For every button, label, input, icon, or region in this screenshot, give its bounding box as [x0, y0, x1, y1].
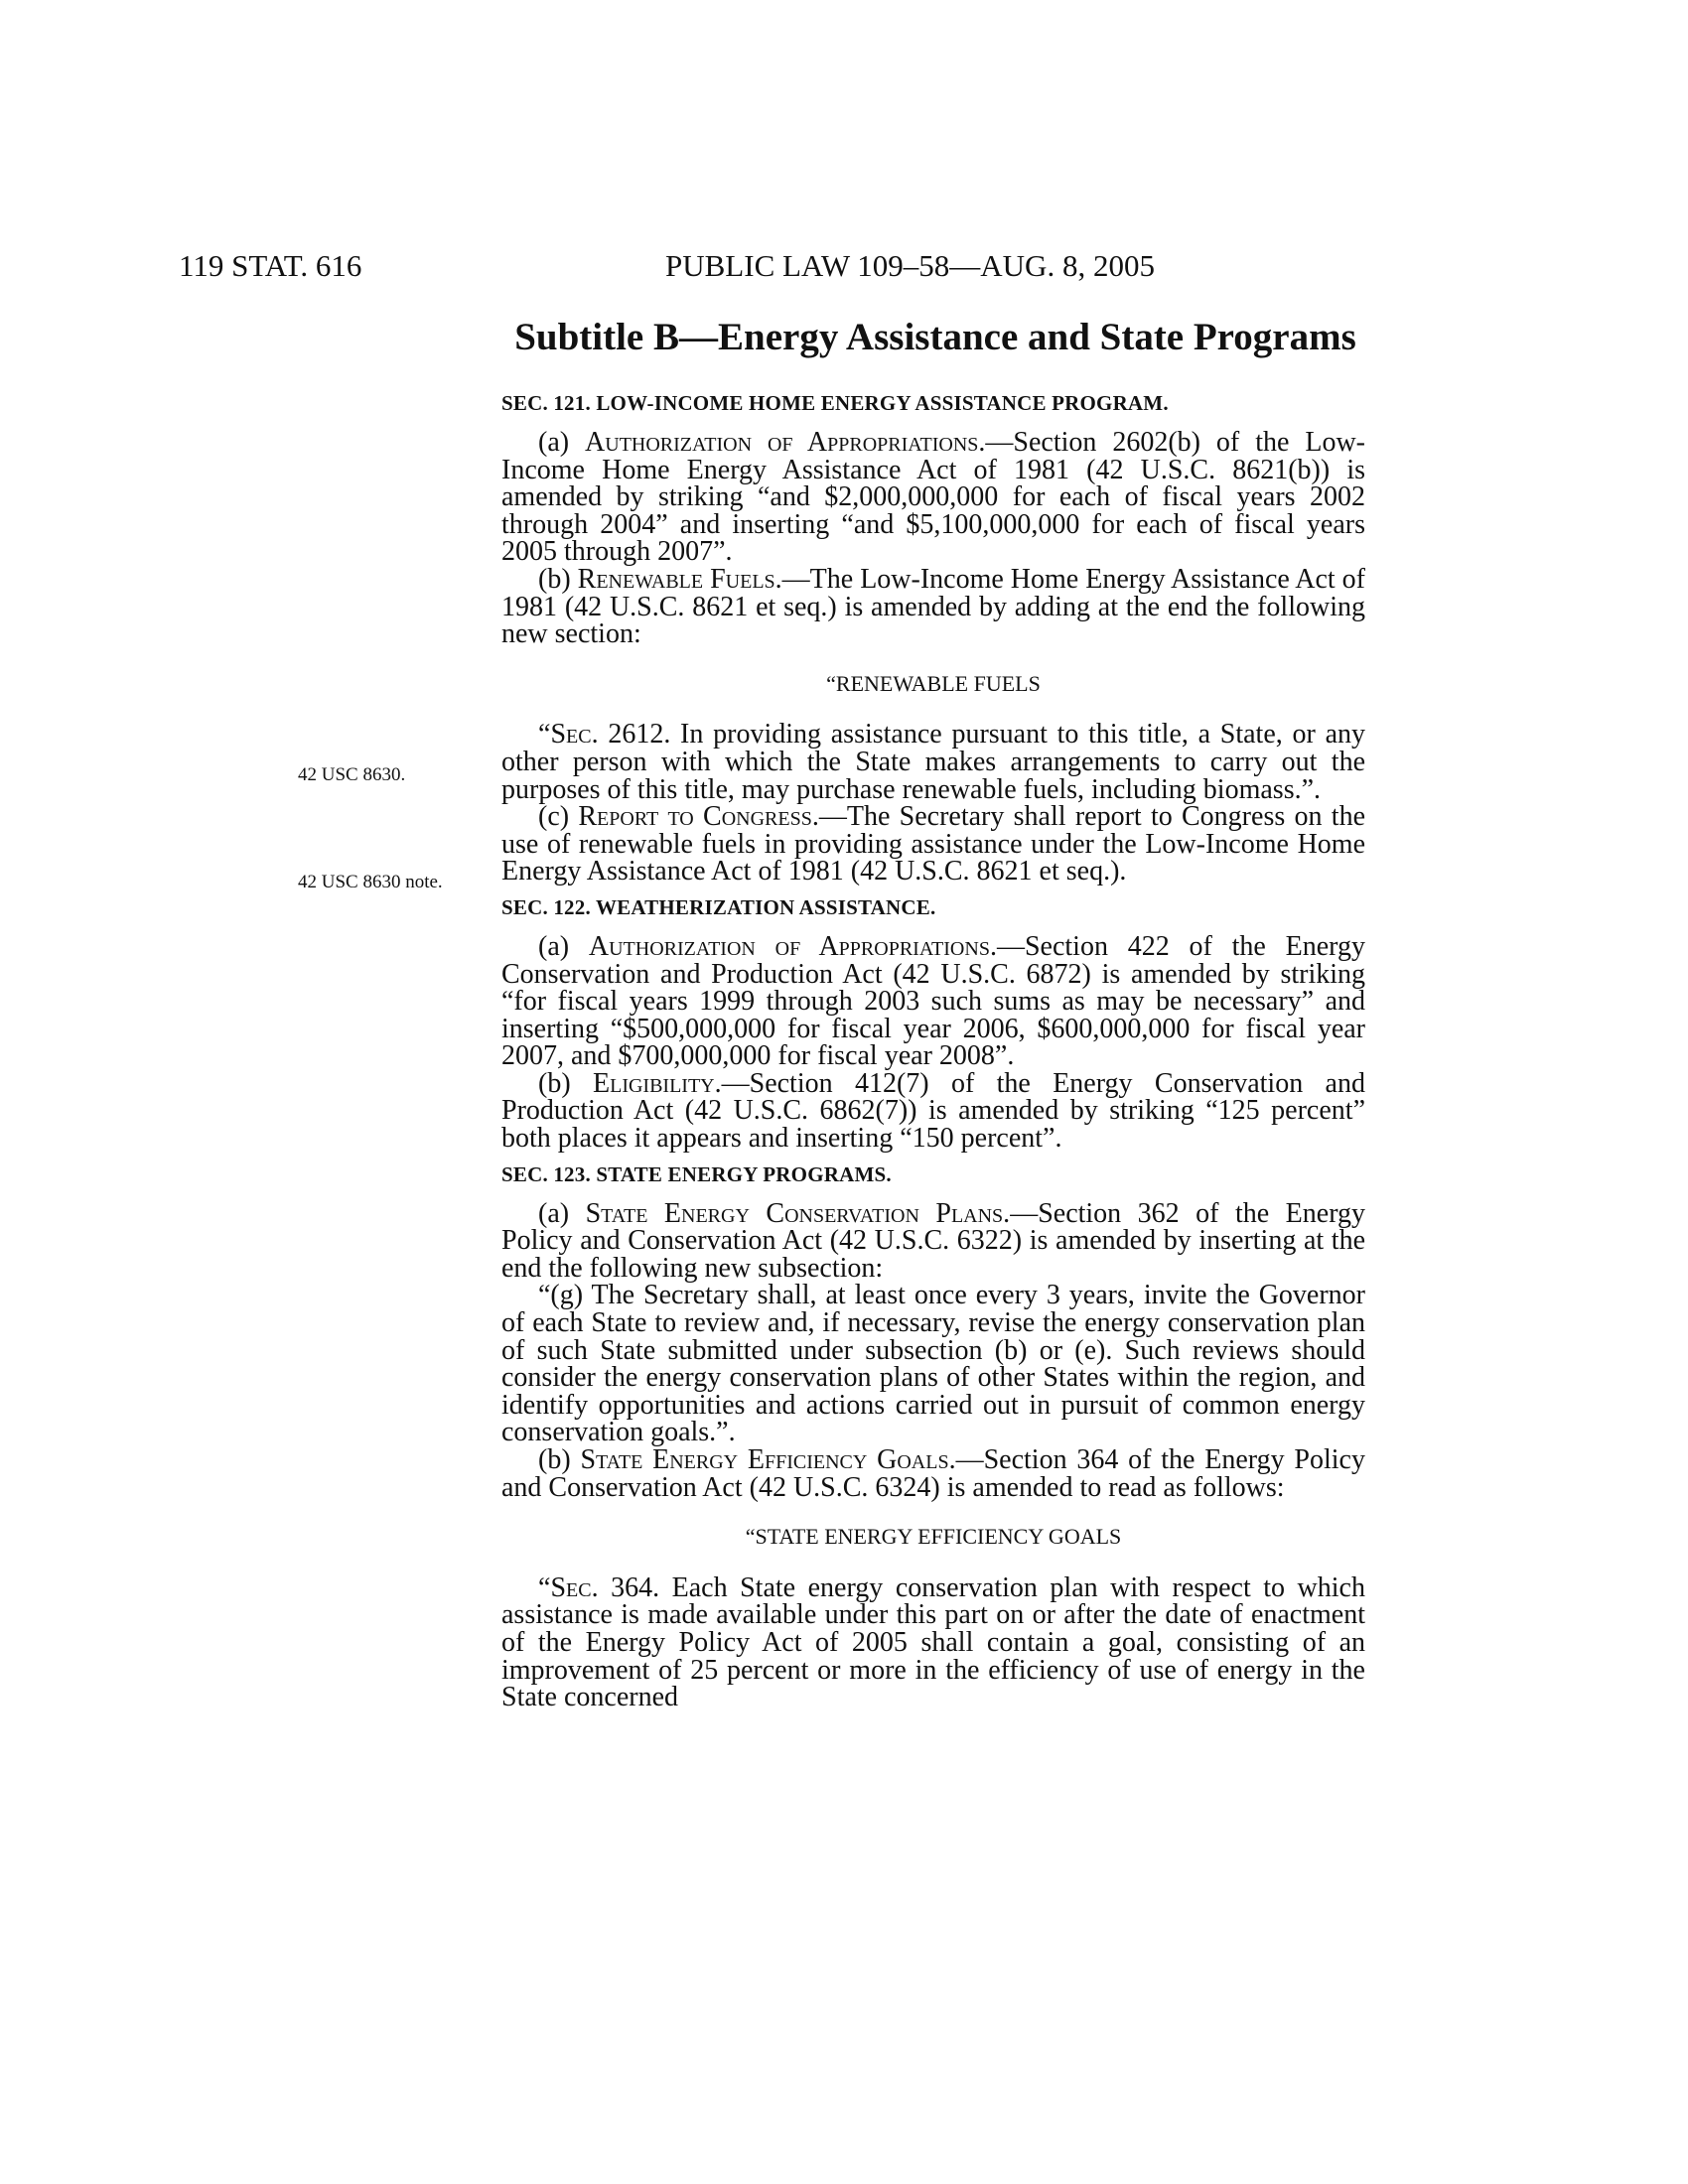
sec-122-a: (a) Authorization of Appropriations.—Section 422 of the Energy Conservation and Production Act (42 U.S.C. 6872) is amended by striking “for fiscal years 1999 through 2003 such sums as may be necessary” and inserting “$500,000,000 for fiscal year 2006, $600,000,000 for fiscal year 2007, and $700,000,000 for fiscal year 2008”.: [501, 930, 1365, 1072]
efficiency-goals-heading: “STATE ENERGY EFFICIENCY GOALS: [745, 1524, 1122, 1550]
main-text-column: [501, 316, 1365, 1711]
renewable-fuels-heading: “RENEWABLE FUELS: [826, 670, 1041, 696]
sec-364-text: “Sec. 364. Each State energy conservation plan with respect to which assistance is made available under this part on or after the date of enactment of the Energy Policy Act of 2005 shall contain a goal, consisting of an improvement of 25 percent or more in the efficiency of use of energy in the State concerned: [501, 1571, 1365, 1713]
sec-121-a: (a) Authorization of Appropriations.—Section 2602(b) of the Low-Income Home Energy Assistance Act of 1981 (42 U.S.C. 8621(b)) is amended by striking “and $2,000,000,000 for each of fiscal years 2002 through 2004” and inserting “and $5,100,000,000 for each of fiscal years 2005 through 2007”.: [501, 427, 1365, 568]
page-header: [179, 248, 1370, 292]
sec-122-b: (b) Eligibility.—Section 412(7) of the Energy Conservation and Production Act (42 U.S.C. 6862(7)) is amended by striking “125 percent” both places it appears and inserting “150 percent”.: [501, 1067, 1365, 1155]
sec-123-heading: SEC. 123. STATE ENERGY PROGRAMS.: [501, 1161, 892, 1186]
sec-123-b: (b) State Energy Efficiency Goals.—Section 364 of the Energy Policy and Conservation Act (42 U.S.C. 6324) is amended to read as follows:: [501, 1444, 1365, 1503]
sec-121-heading: SEC. 121. LOW-INCOME HOME ENERGY ASSISTANCE PROGRAM.: [501, 391, 1169, 415]
sec-2612-text: “Sec. 2612. In providing assistance pursuant to this title, a State, or any other person with which the State makes arrangements to carry out the purposes of this title, may purchase renewable fuels, including biomass.”.: [501, 719, 1365, 805]
subtitle-title: Subtitle B—Energy Assistance and State Programs: [514, 316, 1356, 358]
sec-123-g: “(g) The Secretary shall, at least once every 3 years, invite the Governor of each State to review and, if necessary, revise the energy conservation plan of such State submitted under subsection (b) or (e). Such reviews should consider the energy conservation plans of other States within the region, and identify opportunities and actions carried out in pursuit of common energy conservation goals.”.: [501, 1280, 1365, 1448]
sec-121-c: (c) Report to Congress.—The Secretary shall report to Congress on the use of renewable fuels in providing assistance under the Low-Income Home Energy Assistance Act of 1981 (42 U.S.C. 8621 et seq.).: [501, 801, 1365, 887]
running-head: PUBLIC LAW 109–58—AUG. 8, 2005: [665, 248, 1155, 283]
stat-page-number: 119 STAT. 616: [179, 248, 362, 283]
margin-note-2: 42 USC 8630 note.: [298, 872, 443, 892]
sec-121-b: (b) Renewable Fuels.—The Low-Income Home Energy Assistance Act of 1981 (42 U.S.C. 8621 et seq.) is amended by adding at the end the following new section:: [501, 563, 1366, 650]
margin-note-1: 42 USC 8630.: [298, 764, 406, 785]
sec-122-heading: SEC. 122. WEATHERIZATION ASSISTANCE.: [501, 894, 936, 919]
sec-123-a: (a) State Energy Conservation Plans.—Section 362 of the Energy Policy and Conservation Act (42 U.S.C. 6322) is amended by inserting at the end the following new subsection:: [501, 1197, 1366, 1284]
